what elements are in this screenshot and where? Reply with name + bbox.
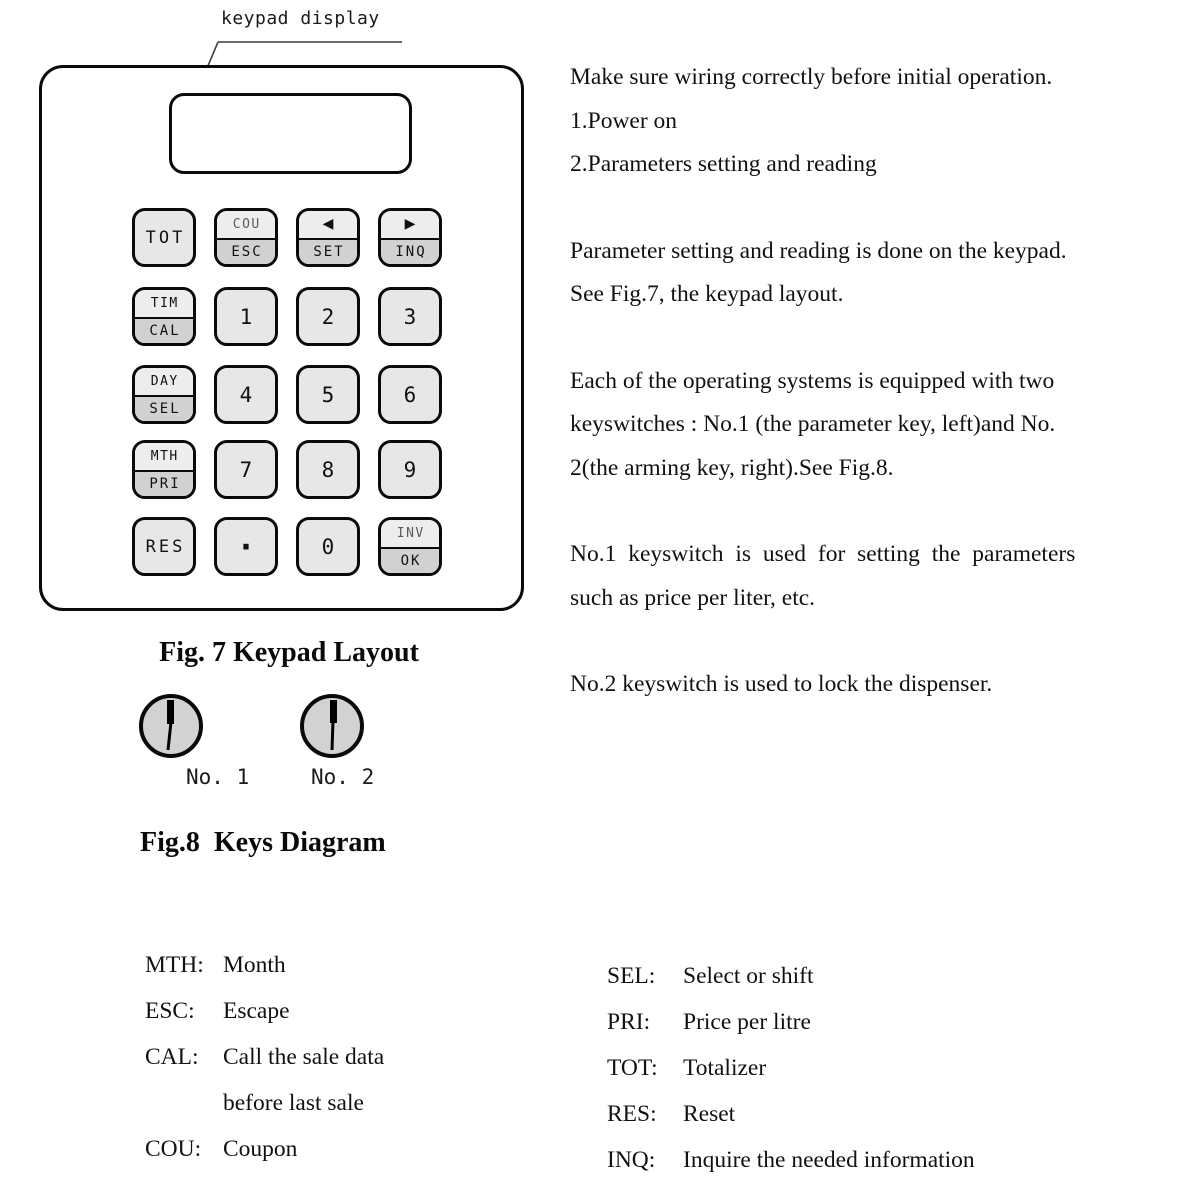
text-line: No.1 keyswitch is used for setting the parameters — [570, 541, 1076, 567]
abbr-meaning-line2: before last sale — [223, 1090, 364, 1116]
key-ok-label: OK — [400, 552, 422, 569]
key-res — [132, 517, 196, 576]
key-8 — [296, 440, 360, 499]
abbreviation-list-right — [607, 953, 975, 1183]
key-cou-esc — [214, 208, 278, 267]
abbr-meaning: Price per litre — [683, 1009, 811, 1035]
abbr-row-res — [607, 1091, 975, 1137]
key-0 — [296, 517, 360, 576]
abbr-row-sel — [607, 953, 975, 999]
paragraph-parameter-setting — [570, 230, 1170, 317]
key-tim-label: TIM — [150, 295, 179, 311]
abbr-row-tot — [607, 1045, 975, 1091]
key-decimal-point — [214, 517, 278, 576]
keypad-display-screen — [169, 93, 412, 174]
key-inv-ok — [378, 517, 442, 576]
keyswitch-no1-icon — [137, 692, 205, 760]
text-line: 1.Power on — [570, 107, 678, 134]
left-arrow-icon: ◀ — [322, 216, 334, 233]
text-line: keyswitches : No.1 (the parameter key, left)and No. — [570, 411, 1056, 437]
abbr-meaning-line1: Call the sale data — [223, 1044, 385, 1070]
key-inv-label: INV — [396, 525, 425, 541]
abbr-meaning: Coupon — [223, 1136, 298, 1162]
key-6 — [378, 365, 442, 424]
keyswitch-no2 — [298, 692, 366, 760]
keyswitch-no2-label: No. 2 — [311, 765, 375, 789]
key-inq-label: INQ — [395, 243, 427, 260]
abbr-label: CAL: — [145, 1044, 199, 1070]
paragraph-keyswitches — [570, 360, 1170, 491]
right-arrow-icon: ▶ — [404, 216, 416, 233]
abbr-label: COU: — [145, 1136, 202, 1162]
key-pri-label: PRI — [149, 475, 181, 492]
key-tot — [132, 208, 196, 267]
abbr-row-esc — [145, 988, 384, 1034]
key-tot-label: TOT — [145, 227, 186, 248]
abbr-label: TOT: — [607, 1055, 658, 1081]
abbreviation-list-left — [145, 942, 384, 1172]
fig7-caption: Fig. 7 Keypad Layout — [159, 637, 419, 668]
key-8-label: 8 — [321, 457, 335, 482]
abbr-label: SEL: — [607, 963, 656, 989]
text-line: such as price per liter, etc. — [570, 584, 816, 611]
key-set-label: SET — [313, 243, 345, 260]
abbr-label: INQ: — [607, 1147, 656, 1173]
key-1-label: 1 — [239, 304, 253, 329]
fig8-caption: Fig.8 Keys Diagram — [140, 827, 386, 858]
abbr-label: RES: — [607, 1101, 657, 1127]
key-7 — [214, 440, 278, 499]
keypad-display-annotation: keypad display — [221, 8, 380, 29]
key-day-sel — [132, 365, 196, 424]
paragraph-no2-keyswitch — [570, 663, 1170, 707]
key-mth-label: MTH — [150, 448, 179, 464]
paragraph-initial-operation — [570, 56, 1170, 187]
paragraph-no1-keyswitch — [570, 533, 1170, 620]
keypad-panel — [39, 65, 524, 611]
abbr-meaning: Month — [223, 952, 286, 978]
key-0-label: 0 — [321, 534, 335, 559]
abbr-meaning — [223, 1034, 384, 1126]
abbr-meaning: Inquire the needed information — [683, 1147, 975, 1173]
text-line: 2(the arming key, right).See Fig.8. — [570, 454, 894, 481]
key-9 — [378, 440, 442, 499]
key-5-label: 5 — [321, 382, 335, 407]
abbr-meaning: Totalizer — [683, 1055, 767, 1081]
keyswitch-no1 — [137, 692, 205, 760]
abbr-row-pri — [607, 999, 975, 1045]
text-line: No.2 keyswitch is used to lock the dispenser. — [570, 671, 993, 697]
abbr-meaning: Select or shift — [683, 963, 814, 989]
key-3-label: 3 — [403, 304, 417, 329]
key-2-label: 2 — [321, 304, 335, 329]
abbr-row-mth — [145, 942, 384, 988]
key-cal-label: CAL — [149, 322, 181, 339]
key-cou-label: COU — [232, 216, 261, 232]
key-esc-label: ESC — [231, 243, 263, 260]
abbr-row-cal — [145, 1034, 384, 1126]
keyswitch-no1-label: No. 1 — [186, 765, 250, 789]
abbr-label: ESC: — [145, 998, 195, 1024]
key-2 — [296, 287, 360, 346]
abbr-row-inq — [607, 1137, 975, 1183]
keyswitch-no2-icon — [298, 692, 366, 760]
key-res-label: RES — [145, 536, 186, 557]
body-text-column — [570, 56, 1170, 750]
key-4 — [214, 365, 278, 424]
key-decimal-point-label: · — [236, 527, 256, 566]
text-line: See Fig.7, the keypad layout. — [570, 281, 844, 307]
text-line: Each of the operating systems is equipped with two — [570, 367, 1055, 394]
text-line: 2.Parameters setting and reading — [570, 151, 877, 177]
key-tim-cal — [132, 287, 196, 346]
abbr-label: PRI: — [607, 1009, 651, 1035]
key-5 — [296, 365, 360, 424]
key-right-inq — [378, 208, 442, 267]
key-sel-label: SEL — [149, 400, 181, 417]
text-line: Make sure wiring correctly before initial operation. — [570, 64, 1053, 90]
key-mth-pri — [132, 440, 196, 499]
key-day-label: DAY — [150, 373, 179, 389]
text-line: Parameter setting and reading is done on the keypad. — [570, 237, 1067, 264]
key-3 — [378, 287, 442, 346]
abbr-label: MTH: — [145, 952, 204, 978]
abbr-meaning: Escape — [223, 998, 290, 1024]
key-left-set — [296, 208, 360, 267]
key-4-label: 4 — [239, 382, 253, 407]
abbr-row-cou — [145, 1126, 384, 1172]
key-1 — [214, 287, 278, 346]
key-9-label: 9 — [403, 457, 417, 482]
abbr-meaning: Reset — [683, 1101, 736, 1127]
key-6-label: 6 — [403, 382, 417, 407]
key-7-label: 7 — [239, 457, 253, 482]
